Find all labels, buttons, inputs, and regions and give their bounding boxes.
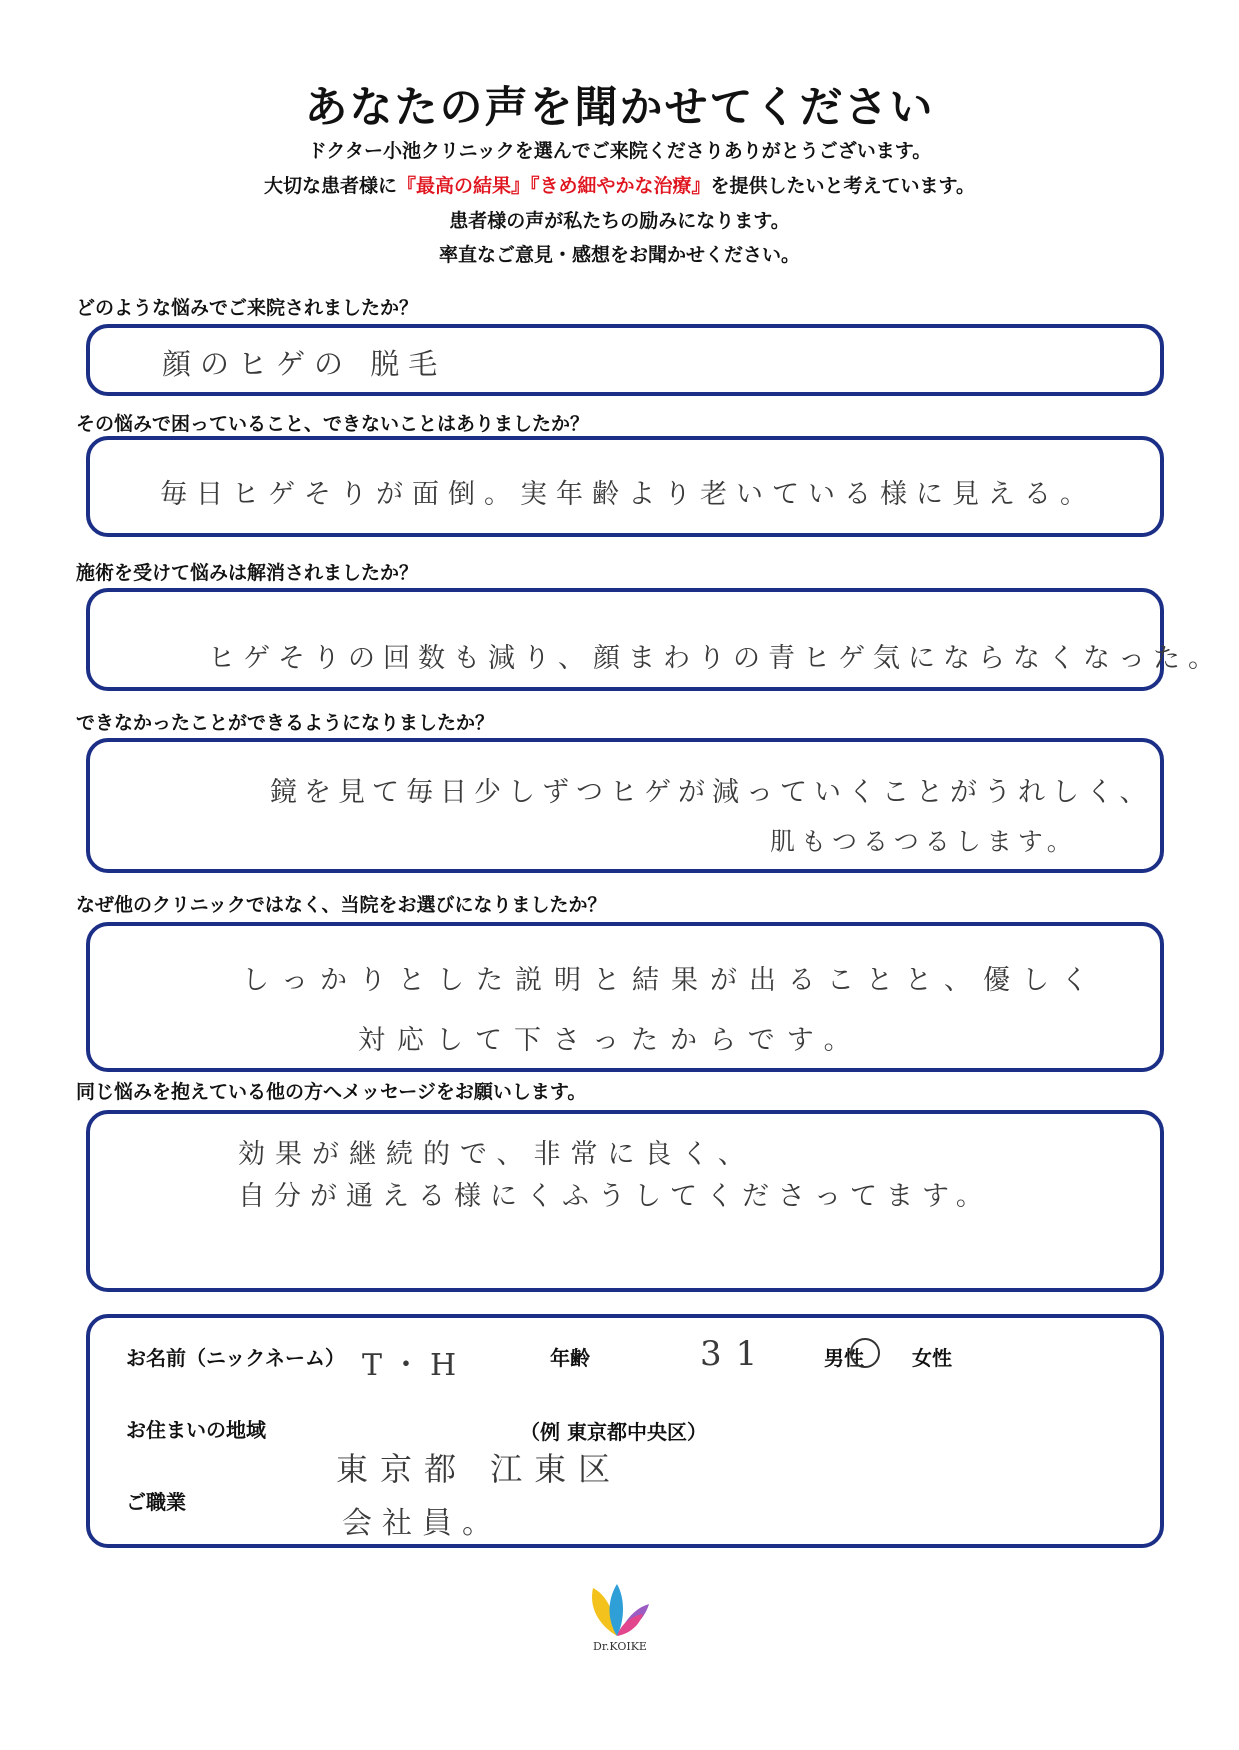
gender-selected-circle bbox=[850, 1338, 880, 1368]
name-label: お名前（ニックネーム） bbox=[126, 1346, 345, 1370]
area-value: 東京都 江東区 bbox=[336, 1450, 623, 1488]
question-label: どのような悩みでご来院されましたか？ bbox=[76, 297, 419, 319]
name-value: T・H bbox=[362, 1348, 466, 1383]
intro-line-2-red: 『最高の結果』『きめ細やかな治療』 bbox=[397, 175, 711, 197]
handwritten-answer: 鏡を見て毎日少しずつヒゲが減っていくことがうれしく、 bbox=[270, 777, 1154, 808]
handwritten-answer: しっかりとした説明と結果が出ることと、優しく bbox=[242, 965, 1100, 996]
handwritten-answer: 顔のヒゲの 脱毛 bbox=[162, 347, 447, 381]
butterfly-logo-icon bbox=[587, 1580, 653, 1644]
male-label: 男性 bbox=[824, 1346, 864, 1370]
handwritten-answer: 自分が通える様にくふうしてくださってます。 bbox=[238, 1181, 992, 1212]
handwritten-answer: 肌もつるつるします。 bbox=[770, 827, 1078, 856]
question-label: 同じ悩みを抱えている他の方へメッセージをお願いします。 bbox=[76, 1081, 587, 1103]
intro-line-1: ドクター小池クリニックを選んでご来院くださりありがとうございます。 bbox=[307, 140, 932, 162]
handwritten-answer: ヒゲそりの回数も減り、顔まわりの青ヒゲ気にならなくなった。 bbox=[208, 643, 1223, 674]
female-label: 女性 bbox=[912, 1346, 952, 1370]
intro-line-3: 患者様の声が私たちの励みになります。 bbox=[449, 210, 790, 232]
question-label: その悩みで困っていること、できないことはありましたか？ bbox=[76, 413, 590, 435]
intro-line-2-a: 大切な患者様に bbox=[263, 175, 397, 197]
handwritten-answer: 効果が継続的で、非常に良く、 bbox=[238, 1139, 755, 1170]
area-example: （例 東京都中央区） bbox=[520, 1420, 707, 1444]
profile-box bbox=[86, 1314, 1164, 1548]
logo-text: Dr.KOIKE bbox=[593, 1640, 647, 1653]
handwritten-answer: 毎日ヒゲそりが面倒。実年齢より老いている様に見える。 bbox=[160, 479, 1096, 510]
age-label: 年齢 bbox=[550, 1346, 590, 1370]
intro-line-4: 率直なご意見・感想をお聞かせください。 bbox=[438, 244, 800, 266]
survey-title: あなたの声を聞かせてください bbox=[304, 83, 935, 133]
area-label: お住まいの地域 bbox=[126, 1418, 266, 1442]
job-label: ご職業 bbox=[126, 1490, 186, 1514]
age-value: 31 bbox=[700, 1334, 772, 1374]
answer-box bbox=[86, 436, 1164, 537]
answer-box bbox=[86, 588, 1223, 691]
answer-box bbox=[86, 922, 1164, 1072]
question-label: なぜ他のクリニックではなく、当院をお選びになりましたか？ bbox=[76, 894, 607, 916]
answer-box bbox=[86, 324, 1164, 396]
answer-box bbox=[86, 738, 1164, 873]
handwritten-answer: 対応して下さったからです。 bbox=[358, 1025, 863, 1056]
answer-box bbox=[86, 1110, 1164, 1292]
intro-line-2-b: を提供したいと考えています。 bbox=[710, 175, 975, 197]
intro-line-2 bbox=[0, 171, 1239, 198]
question-label: 施術を受けて悩みは解消されましたか？ bbox=[76, 562, 419, 584]
job-value: 会社員。 bbox=[342, 1506, 502, 1541]
question-label: できなかったことができるようになりましたか？ bbox=[76, 712, 495, 734]
